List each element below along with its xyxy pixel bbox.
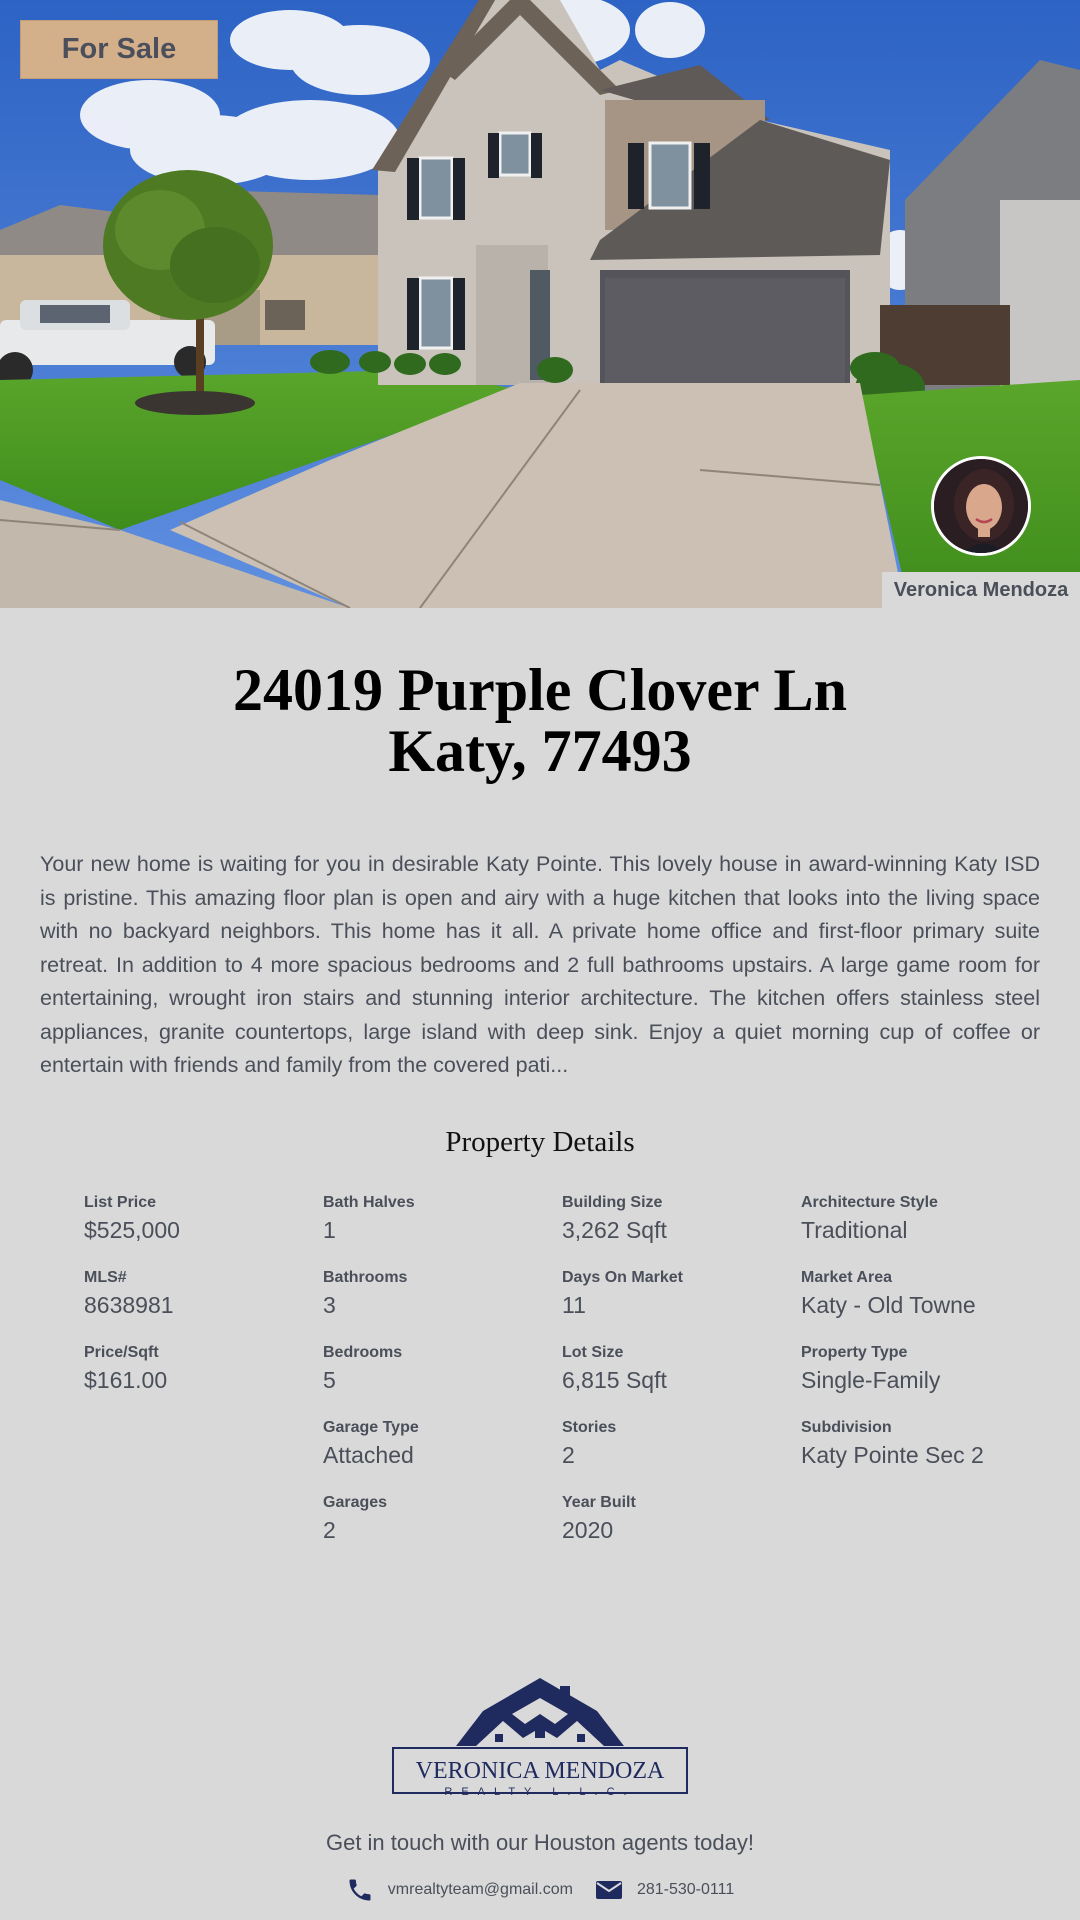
- phone-text[interactable]: 281-530-0111: [636, 1881, 735, 1898]
- detail-label: Market Area: [801, 1269, 893, 1286]
- property-description: Your new home is waiting for you in desirable Katy Pointe. This lovely house in award-winning Katy ISD is pristine. This amazing floor plan is open and airy with a huge kitchen that looks into the living space with no backyard neighbors. This home has it all. A private home office and first-floor primary suite retreat. In addition to 4 more spacious bedrooms and 2 full bathrooms upstairs. A large game room for entertaining, wrought iron stairs and stunning interior architecture. The kitchen offers stainless steel appliances, granite countertops, large island with deep sink. Enjoy a quiet morning cup of coffee or entertain with friends and family from the covered pati...: [40, 852, 1040, 1077]
- detail-label: Price/Sqft: [84, 1344, 159, 1361]
- contact-row: [0, 1876, 1080, 1904]
- detail-value: 1: [323, 1217, 336, 1243]
- detail-value: Katy Pointe Sec 2: [801, 1442, 984, 1468]
- detail-label: Garages: [323, 1494, 388, 1511]
- detail-value: 2020: [562, 1517, 614, 1543]
- detail-label: Subdivision: [801, 1419, 892, 1436]
- detail-architecture-style: [801, 1193, 1031, 1268]
- detail-garages: [323, 1493, 553, 1568]
- detail-value: Traditional: [801, 1217, 908, 1243]
- detail-value: 11: [562, 1292, 586, 1318]
- detail-value: Single-Family: [801, 1367, 941, 1393]
- detail-days-on-market: [562, 1268, 792, 1343]
- phone-icon: [346, 1876, 374, 1904]
- detail-label: Lot Size: [562, 1344, 624, 1361]
- detail-bedrooms: [323, 1343, 553, 1418]
- email-text[interactable]: vmrealtyteam@gmail.com: [387, 1881, 573, 1898]
- detail-value: 3,262 Sqft: [562, 1217, 667, 1243]
- detail-label: Year Built: [562, 1494, 636, 1511]
- detail-label: Stories: [562, 1419, 617, 1436]
- detail-market-area: [801, 1268, 1031, 1343]
- contact-cta: Get in touch with our Houston agents today!: [325, 1830, 755, 1855]
- logo-name: VERONICA MENDOZA: [415, 1758, 665, 1784]
- address-line-2: Katy, 77493: [388, 718, 692, 784]
- detail-label: Architecture Style: [801, 1194, 938, 1211]
- property-details-heading: Property Details: [445, 1126, 635, 1158]
- detail-value: Katy - Old Towne: [801, 1292, 976, 1318]
- detail-label: Building Size: [562, 1194, 663, 1211]
- detail-value: 2: [562, 1442, 575, 1468]
- detail-label: MLS#: [84, 1269, 127, 1286]
- details-column-1: [84, 1193, 314, 1418]
- address-line-1: 24019 Purple Clover Ln: [233, 657, 847, 723]
- detail-label: List Price: [84, 1194, 157, 1211]
- detail-value: Attached: [323, 1442, 414, 1468]
- email-contact[interactable]: [346, 1876, 573, 1904]
- detail-subdivision: [801, 1418, 1031, 1493]
- detail-value: $161.00: [84, 1367, 168, 1393]
- detail-label: Bedrooms: [323, 1344, 403, 1361]
- detail-bath-halves: [323, 1193, 553, 1268]
- detail-mls: [84, 1268, 314, 1343]
- detail-label: Bathrooms: [323, 1269, 408, 1286]
- detail-value: $525,000: [84, 1217, 180, 1243]
- details-column-4: [801, 1193, 1031, 1493]
- detail-building-size: [562, 1193, 792, 1268]
- detail-list-price: [84, 1193, 314, 1268]
- detail-label: Property Type: [801, 1344, 908, 1361]
- agent-name-label: Veronica Mendoza: [882, 572, 1080, 608]
- detail-value: 3: [323, 1292, 336, 1318]
- detail-bathrooms: [323, 1268, 553, 1343]
- property-address: [0, 657, 1080, 784]
- detail-lot-size: [562, 1343, 792, 1418]
- detail-stories: [562, 1418, 792, 1493]
- detail-value: 2: [323, 1517, 336, 1543]
- for-sale-badge: For Sale: [20, 20, 218, 79]
- detail-value: 5: [323, 1367, 336, 1393]
- detail-label: Bath Halves: [323, 1194, 415, 1211]
- details-column-3: [562, 1193, 792, 1568]
- hero-photo: [0, 0, 1080, 608]
- phone-contact[interactable]: [595, 1879, 734, 1901]
- detail-price-sqft: [84, 1343, 314, 1418]
- agent-avatar: [931, 456, 1031, 556]
- envelope-icon: [595, 1879, 623, 1901]
- detail-label: Garage Type: [323, 1419, 419, 1436]
- logo-subtitle: REALTY L.L.C.: [444, 1786, 636, 1798]
- detail-garage-type: [323, 1418, 553, 1493]
- house-photo: [0, 0, 1080, 608]
- detail-label: Days On Market: [562, 1269, 683, 1286]
- detail-value: 8638981: [84, 1292, 174, 1318]
- detail-property-type: [801, 1343, 1031, 1418]
- details-column-2: [323, 1193, 553, 1568]
- detail-year-built: [562, 1493, 792, 1568]
- detail-value: 6,815 Sqft: [562, 1367, 667, 1393]
- realty-logo: [392, 1676, 688, 1806]
